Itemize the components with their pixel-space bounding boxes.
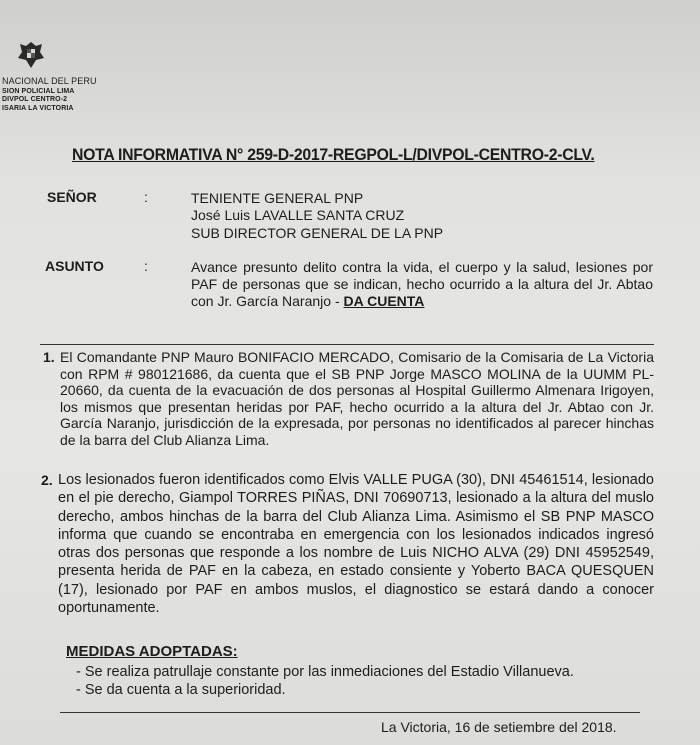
senor-line-1: TENIENTE GENERAL PNP <box>191 190 364 206</box>
medidas-title: MEDIDAS ADOPTADAS: <box>66 643 238 660</box>
medida-item-1: - Se realiza patrullaje constante por las inmediaciones del Estadio Villanueva. <box>76 664 574 680</box>
org-line-3: DIVPOL CENTRO-2 <box>2 96 68 103</box>
da-cuenta-highlight: DA CUENTA <box>343 293 425 309</box>
paragraph-2-number: 2. <box>41 472 53 488</box>
senor-label: SEÑOR <box>47 189 97 205</box>
asunto-text <box>191 259 653 310</box>
senor-colon: : <box>144 189 148 205</box>
org-main: NACIONAL DEL PERU <box>2 76 97 86</box>
asunto-colon: : <box>144 258 148 274</box>
national-crest-icon <box>16 40 46 70</box>
place-date: La Victoria, 16 de setiembre del 2018. <box>381 719 617 735</box>
paragraph-1: El Comandante PNP Mauro BONIFACIO MERCADO, Comisario de la Comisaria de La Victoria con RPM # 980121686, da cuenta que el SB PNP Jorge MASCO MOLINA de la UUMM PL-20660, da cuenta de la evacuación de dos personas al Hospital Guillermo Almenara Irigoyen, los mismos que presentan heridas por PAF, hecho ocurrido a la altura del Jr. Abtao con Jr. García Naranjo, jurisdicción de la expresada, por personas no identificados al parecer hinchas de la barra del Club Alianza Lima. <box>60 349 654 448</box>
paragraph-2: Los lesionados fueron identificados como Elvis VALLE PUGA (30), DNI 45461514, lesionado en el pie derecho, Giampol TORRES PIÑAS, DNI 70690713, lesionado a la altura del muslo derecho, ambos hinchas de la barra del Club Alianza Lima. Asimismo el SB PNP MASCO informa que cuando se encontraba en emergencia con los lesionados indicados ingresó otras dos personas que responde a los nombre de Luis NICHO ALVA (29) DNI 45952549, presenta herida de PAF en la cabeza, en estado consiente y Yoberto BACA QUESQUEN (17), lesionado por PAF en ambos muslos, el diagnostico se estará dando a conocer oportunamente. <box>58 472 654 617</box>
org-line-2: SION POLICIAL LIMA <box>2 88 75 95</box>
section-divider <box>40 344 654 345</box>
medida-item-2: - Se da cuenta a la superioridad. <box>76 682 286 698</box>
org-line-4: ISARIA LA VICTORIA <box>2 105 74 112</box>
asunto-body: Avance presunto delito contra la vida, el cuerpo y la salud, lesiones por PAF de personas que se indican, hecho ocurrido a la altura del Jr. Abtao con Jr. García Naranjo - <box>191 259 653 309</box>
senor-line-2: José Luis LAVALLE SANTA CRUZ <box>191 207 405 223</box>
paragraph-1-number: 1. <box>43 349 55 365</box>
senor-line-3: SUB DIRECTOR GENERAL DE LA PNP <box>191 225 444 241</box>
document-title: NOTA INFORMATIVA N° 259-D-2017-REGPOL-L/DIVPOL-CENTRO-2-CLV. <box>72 145 595 164</box>
signature-divider <box>60 712 640 713</box>
asunto-label: ASUNTO <box>45 258 104 274</box>
